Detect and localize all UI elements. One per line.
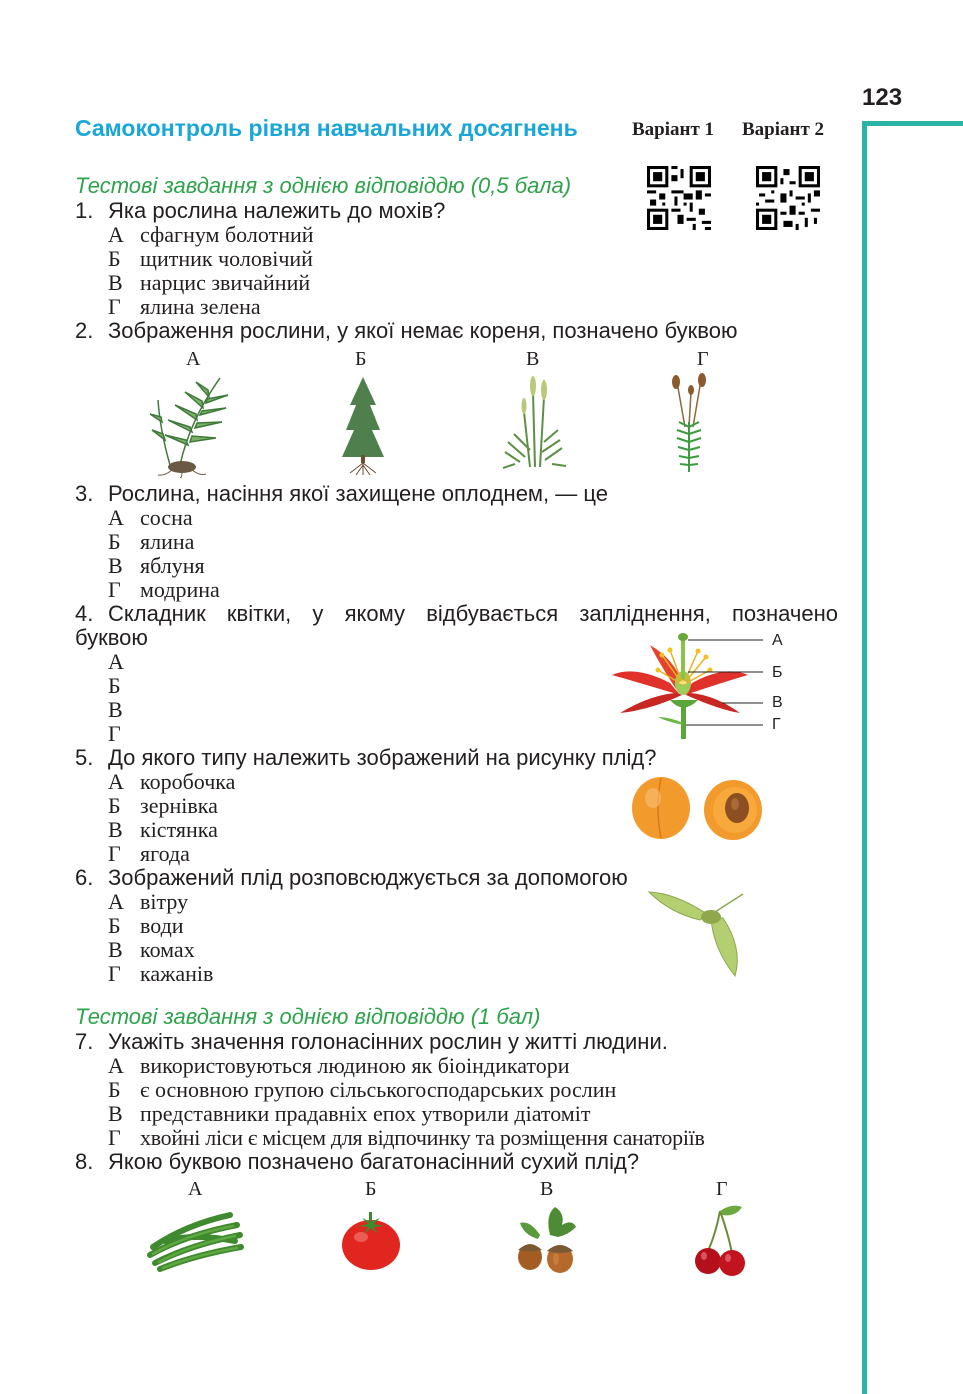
margin-bar-side: [862, 121, 867, 1394]
flower-label-b: Б: [772, 664, 783, 681]
green-beans-image[interactable]: [145, 1205, 245, 1275]
question-8: 8. Якою буквою позначено багатонасінний сухий плід?: [75, 1149, 640, 1174]
q6-option-c[interactable]: В комах: [108, 937, 195, 962]
section-title-1: Тестові завдання з однією відповіддю (0,5 бала): [75, 173, 572, 198]
tomato-image[interactable]: [340, 1210, 402, 1272]
flower-label-d: Г: [772, 716, 781, 733]
page-number: 123: [862, 84, 903, 111]
flower-label-a: А: [772, 632, 783, 649]
q6-option-d[interactable]: Г кажанів: [108, 961, 214, 986]
q5-option-c[interactable]: В кістянка: [108, 817, 218, 842]
acorns-image[interactable]: [510, 1205, 582, 1275]
qr-code-variant-1[interactable]: [647, 166, 711, 230]
q8-label-d: Г: [716, 1178, 728, 1200]
q2-label-d: Г: [697, 348, 709, 370]
question-7: 7. Укажіть значення голонасінних рослин у житті людини.: [75, 1029, 668, 1054]
q4-option-b[interactable]: Б: [108, 673, 121, 698]
margin-bar-top: [862, 121, 963, 126]
qr-code-variant-2[interactable]: [756, 166, 820, 230]
q7-option-a[interactable]: А використовуються людиною як біоіндикатори: [108, 1053, 570, 1078]
apricot-image[interactable]: [625, 768, 770, 843]
section-title-2: Тестові завдання з однією відповіддю (1 бал): [75, 1004, 541, 1029]
q5-option-b[interactable]: Б зернівка: [108, 793, 218, 818]
q2-label-c: В: [526, 348, 540, 370]
q1-option-a[interactable]: А сфагнум болотний: [108, 222, 314, 247]
flower-label-c: В: [772, 694, 783, 711]
variant-2-label: Варіант 2: [742, 119, 825, 140]
q8-label-a: А: [188, 1178, 203, 1200]
cherries-image[interactable]: [692, 1203, 747, 1278]
question-5: 5. До якого типу належить зображений на рисунку плід?: [75, 745, 657, 770]
moss-image[interactable]: [665, 372, 715, 476]
maple-samara-image[interactable]: [645, 888, 750, 980]
q2-label-a: А: [186, 348, 201, 370]
q7-option-c[interactable]: В представники прадавніх епох утворили діатоміт: [108, 1101, 591, 1126]
question-3: 3. Рослина, насіння якої захищене оплоднем, — це: [75, 481, 608, 506]
page-title: Самоконтроль рівня навчальних досягнень: [75, 115, 578, 141]
q4-option-a[interactable]: А: [108, 649, 124, 674]
plant-c-image[interactable]: [500, 372, 570, 476]
q1-option-d[interactable]: Г ялина зелена: [108, 294, 261, 319]
q5-option-d[interactable]: Г ягода: [108, 841, 190, 866]
q1-option-c[interactable]: В нарцис звичайний: [108, 270, 311, 295]
question-6: 6. Зображений плід розповсюджується за допомогою: [75, 865, 628, 890]
q3-option-c[interactable]: В яблуня: [108, 553, 205, 578]
q7-option-b[interactable]: Б є основною групою сільськогосподарських рослин: [108, 1077, 617, 1102]
question-4-line-2: буквою: [75, 625, 148, 650]
q8-label-c: В: [540, 1178, 554, 1200]
q7-option-d[interactable]: Г хвойні ліси є місцем для відпочинку та розміщення санаторіїв: [108, 1125, 705, 1150]
q8-label-b: Б: [365, 1178, 377, 1200]
q6-option-b[interactable]: Б води: [108, 913, 184, 938]
fern-image[interactable]: [150, 370, 235, 478]
q4-option-d[interactable]: Г: [108, 721, 121, 746]
q3-option-a[interactable]: А сосна: [108, 505, 193, 530]
spruce-image[interactable]: [338, 375, 388, 475]
q2-label-b: Б: [355, 348, 367, 370]
variant-1-label: Варіант 1: [632, 119, 715, 140]
q4-option-c[interactable]: В: [108, 697, 123, 722]
flower-diagram: [610, 625, 770, 740]
question-1: 1. Яка рослина належить до мохів?: [75, 198, 446, 223]
question-4: 4. Складник квітки, у якому відбувається запліднення, позначено: [75, 601, 838, 626]
q5-option-a[interactable]: А коробочка: [108, 769, 236, 794]
q3-option-d[interactable]: Г модрина: [108, 577, 220, 602]
q1-option-b[interactable]: Б щитник чоловічий: [108, 246, 313, 271]
q6-option-a[interactable]: А вітру: [108, 889, 189, 914]
question-2: 2. Зображення рослини, у якої немає кореня, позначено буквою: [75, 318, 738, 343]
q3-option-b[interactable]: Б ялина: [108, 529, 195, 554]
